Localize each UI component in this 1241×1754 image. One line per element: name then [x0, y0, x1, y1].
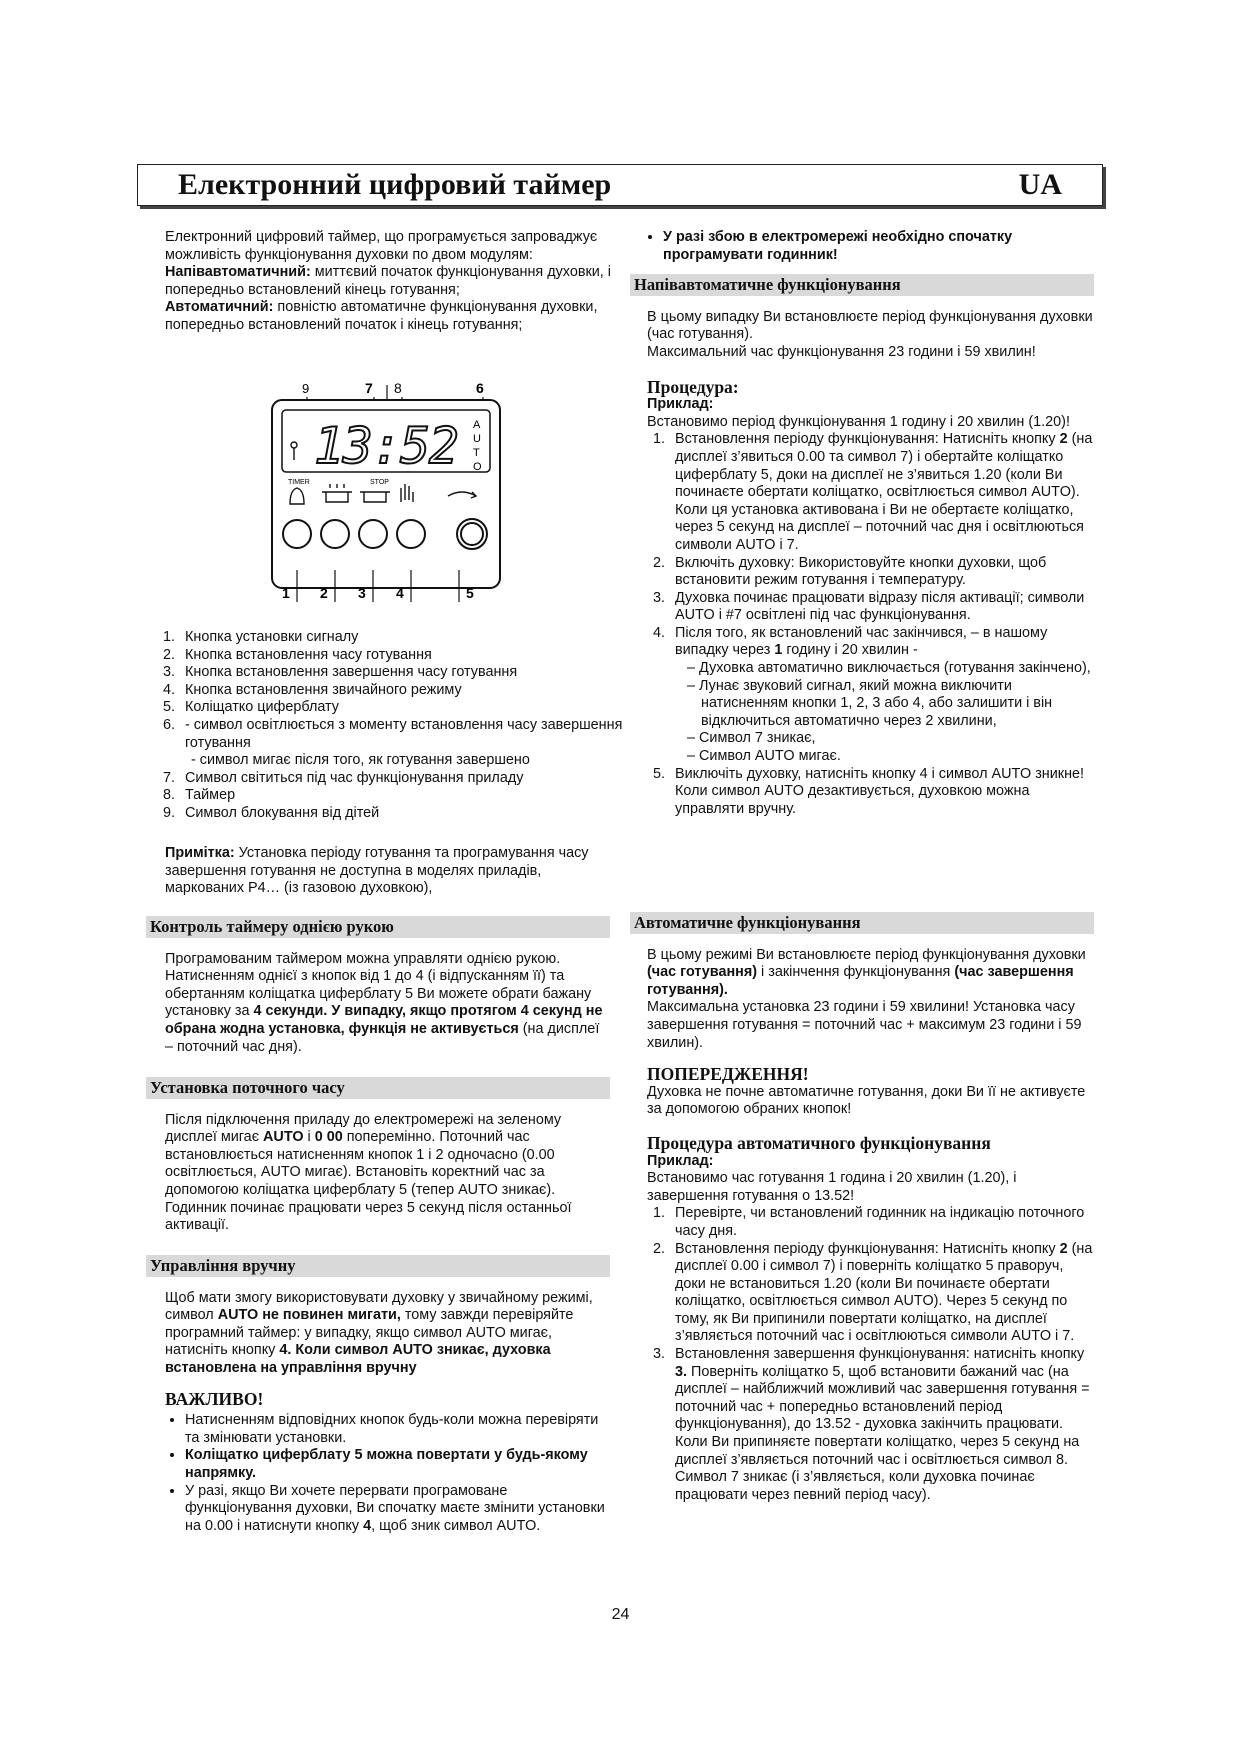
section-one-hand: [146, 916, 610, 1056]
step-item: 1. Перевірте, чи встановлений годинник на індикацію поточного часу дня.: [669, 1205, 1094, 1240]
section-title: Контроль таймеру однією рукою: [146, 916, 610, 938]
legend-item: 5. Коліщатко циферблату: [179, 699, 625, 717]
step-item: 4. Після того, як встановлений час закінчився, – в нашому випадку через 1 годину і 20 хвилин - – Духовка автоматично виключається (готування закінчено), – Лунає звуковий сигнал, який можна виключити натисненням кнопки 1, 2, 3 або 4, або залишити і він відключиться автоматично через 2 хвилини, – Символ 7 зникає, – Символ AUTO мигає.: [669, 625, 1094, 766]
language-code: UA: [1018, 168, 1062, 201]
diagram-label-4: 4: [396, 585, 404, 601]
display-auto-o: O: [473, 461, 482, 473]
page-title: Електронний цифровий таймер: [178, 168, 612, 201]
legend: [165, 629, 625, 823]
section-text: Щоб мати змогу використовувати духовку у звичайному режимі, символ AUTO не повинен мигати, тому завжди перевіряйте програмний таймер: у випадку, якщо символ AUTO мигає, натисніть кнопку 4. Коли символ AUTO зникає, духовка встановлена на управління вручну: [165, 1289, 593, 1376]
auto-example-text: Встановимо час готування 1 година і 20 хвилин (1.20), і завершення готування о 13.52!: [647, 1170, 1017, 1204]
section-text: Програмованим таймером можна управляти однією рукою. Натисненням однієї з кнопок від 1 до 4 (і відпусканням її) та обертанням коліщатка циферблату 5 Ви можете обрати бажану установку за 4 секунди. У випадку, якщо протягом 4 секунд не обрана жодна установка, функція не активується (на дисплеї – поточний час дня).: [165, 950, 603, 1055]
list-item: • У разі, якщо Ви хочете перервати програмоване функціонування духовки, Ви спочатку маєте змінити установки на 0.00 і натиснути кнопку 4, щоб зник символ AUTO.: [185, 1483, 610, 1536]
legend-item: 4. Кнопка встановлення звичайного режиму: [179, 682, 625, 700]
section-title: Установка поточного часу: [146, 1077, 610, 1099]
diagram-label-2: 2: [320, 585, 328, 601]
procedure-title: Процедура:: [647, 376, 739, 397]
list-item: • Коліщатко циферблату 5 можна повертати у будь-якому напрямку.: [185, 1447, 610, 1482]
auto-description: Автоматичний: повністю автоматичне функціонування духовки, попередньо встановлений початок і кінець готування;: [165, 299, 598, 333]
diagram-label-1: 1: [282, 585, 290, 601]
semi-auto-description: Напівавтоматичний: миттєвий початок функціонування духовки, і попередньо встановлений кінець готування;: [165, 264, 611, 298]
left-column: [165, 229, 615, 335]
diagram-label-7: 7: [365, 380, 373, 396]
diagram-label-6: 6: [476, 380, 484, 396]
display-auto-a: A: [473, 419, 481, 431]
legend-item: 7. Символ світиться під час функціонування приладу: [179, 770, 625, 788]
section-title: Напівавтоматичне функціонування: [630, 274, 1094, 296]
display-auto-t: T: [473, 447, 480, 459]
important-list: [165, 1412, 610, 1535]
example-label: Приклад:: [647, 396, 714, 413]
legend-item: 1. Кнопка установки сигналу: [179, 629, 625, 647]
section-title: Автоматичне функціонування: [630, 912, 1094, 934]
important-title: ВАЖЛИВО!: [165, 1388, 264, 1409]
power-failure-note: • У разі збою в електромережі необхідно спочатку програмувати годинник!: [663, 229, 1094, 264]
timer-button-label: TIMER: [288, 479, 310, 486]
section-text: Після підключення приладу до електромережі на зеленому дисплеї мигає AUTO і 0 00 поперемінно. Поточний час встановлюється натисненням кнопок 1 і 2 одночасно (0.00 освітлюється, AUTO мигає). Встановіть коректний час за допомогою коліщатка циферблату 5 (тепер AUTO зникає). Годинник починає працювати через 5 секунд після останньої активації.: [165, 1111, 572, 1234]
diagram-label-3: 3: [358, 585, 366, 601]
intro-text: Електронний цифровий таймер, що програмується запроваджує можливість функціонування духовки по двом модулям:: [165, 229, 598, 263]
timer-diagram: [262, 380, 512, 605]
legend-item: 6. - символ освітлюється з моменту встановлення часу завершення готування - символ мигає після того, як готування завершено: [179, 717, 625, 770]
diagram-label-5: 5: [466, 585, 474, 601]
auto-steps: [647, 1205, 1094, 1504]
diagram-label-9: 9: [302, 381, 310, 396]
auto-example-label: Приклад:: [647, 1152, 714, 1169]
step-item: 1. Встановлення періоду функціонування: Натисніть кнопку 2 (на дисплеї з’явиться 0.00 та символ 7) і обертайте коліщатко циферблату 5, доки на дисплеї не з’явиться 1.20 (коли Ви починаєте обертати коліщатко, освітлюється символ AUTO). Коли ця установка активована і Ви не обертаєте коліщатко, через 5 секунд на дисплеї – поточний час дня і освітлюються символи AUTO і 7.: [669, 431, 1094, 554]
semi-steps: [647, 431, 1094, 818]
page-number: 24: [611, 1606, 630, 1623]
display-time: 13:52: [314, 417, 459, 475]
semi-text: В цьому випадку Ви встановлюєте період функціонування духовки (час готування). Максимальний час функціонування 23 години і 59 хвилин!: [647, 308, 1093, 360]
stop-button-label: STOP: [370, 479, 389, 486]
warning-text: Духовка не почне автоматичне готування, доки Ви її не активуєте за допомогою обраних кнопок!: [647, 1083, 1086, 1118]
display-auto-u: U: [473, 433, 481, 445]
sub-item: – Духовка автоматично виключається (готування закінчено),: [695, 660, 1094, 678]
title-bar: [137, 164, 1103, 206]
right-column-bottom: [630, 912, 1094, 1504]
legend-item: 2. Кнопка встановлення часу готування: [179, 647, 625, 665]
sub-item: – Лунає звуковий сигнал, який можна виключити натисненням кнопки 1, 2, 3 або 4, або залишити і він відключиться автоматично через 2 хвилини,: [695, 678, 1094, 731]
sub-item: – Символ 7 зникає,: [695, 730, 1094, 748]
step-sublist: [675, 660, 1094, 766]
step-item: 3. Встановлення завершення функціонування: натисніть кнопку 3. Поверніть коліщатко 5, щоб встановити бажаний час (на дисплеї – найближчий можливий час завершення готування = поточний час + попередньо встановлений період функціонування), до 13.52 - духовка закінчить працювати. Коли Ви припиняєте повертати коліщатко, через 5 секунд на дисплеї з’являється поточний час і освітлюється символ 8. Символ 7 зникає (і з’являється, коли духовка починає працювати через певний період часу).: [669, 1346, 1094, 1504]
list-item: • Натисненням відповідних кнопок будь-коли можна перевіряти та змінювати установки.: [185, 1412, 610, 1447]
right-column-top: [630, 229, 1094, 818]
step-item: 5. Виключіть духовку, натисніть кнопку 4 і символ AUTO зникне! Коли символ AUTO дезактивується, духовкою можна управляти вручну.: [669, 766, 1094, 819]
step-item: 2. Встановлення періоду функціонування: Натисніть кнопку 2 (на дисплеї 0.00 і символ 7) і поверніть коліщатко 5 праворуч, доки не встановиться 1.20 (коли Ви починаєте обертати коліщатко, освітлюється символ AUTO). Через 5 секунд по тому, як Ви припинили повертати коліщатко, на дисплеї з’являється поточний час і освітлюються символи AUTO і 7.: [669, 1241, 1094, 1347]
auto-text: В цьому режимі Ви встановлюєте період функціонування духовки (час готування) і закінчення функціонування (час завершення готування). Максимальна установка 23 години і 59 хвилини! Установка часу завершення готування = поточний час + максимум 23 години і 59 хвилин).: [647, 946, 1086, 1051]
legend-item: 9. Символ блокування від дітей: [179, 805, 625, 823]
step-item: 2. Включіть духовку: Використовуйте кнопки духовки, щоб встановити режим готування і температуру.: [669, 555, 1094, 590]
legend-item: 3. Кнопка встановлення завершення часу готування: [179, 664, 625, 682]
note: Примітка: Установка періоду готування та програмування часу завершення готування не доступна в моделях приладів, маркованих P4… (із газовою духовкою),: [165, 845, 589, 897]
step-item: 3. Духовка починає працювати відразу після активації; символи AUTO і #7 освітлені під час функціонування.: [669, 590, 1094, 625]
section-current-time: [146, 1077, 610, 1235]
diagram-label-8: 8: [394, 380, 402, 396]
example-text: Встановимо період функціонування 1 годину і 20 хвилин (1.20)!: [647, 413, 1070, 430]
section-manual: [146, 1255, 610, 1535]
legend-item: 8. Таймер: [179, 787, 625, 805]
auto-procedure-title: Процедура автоматичного функціонування: [647, 1132, 991, 1153]
warning-title: ПОПЕРЕДЖЕННЯ!: [647, 1064, 809, 1085]
sub-item: – Символ AUTO мигає.: [695, 748, 1094, 766]
section-title: Управління вручну: [146, 1255, 610, 1277]
